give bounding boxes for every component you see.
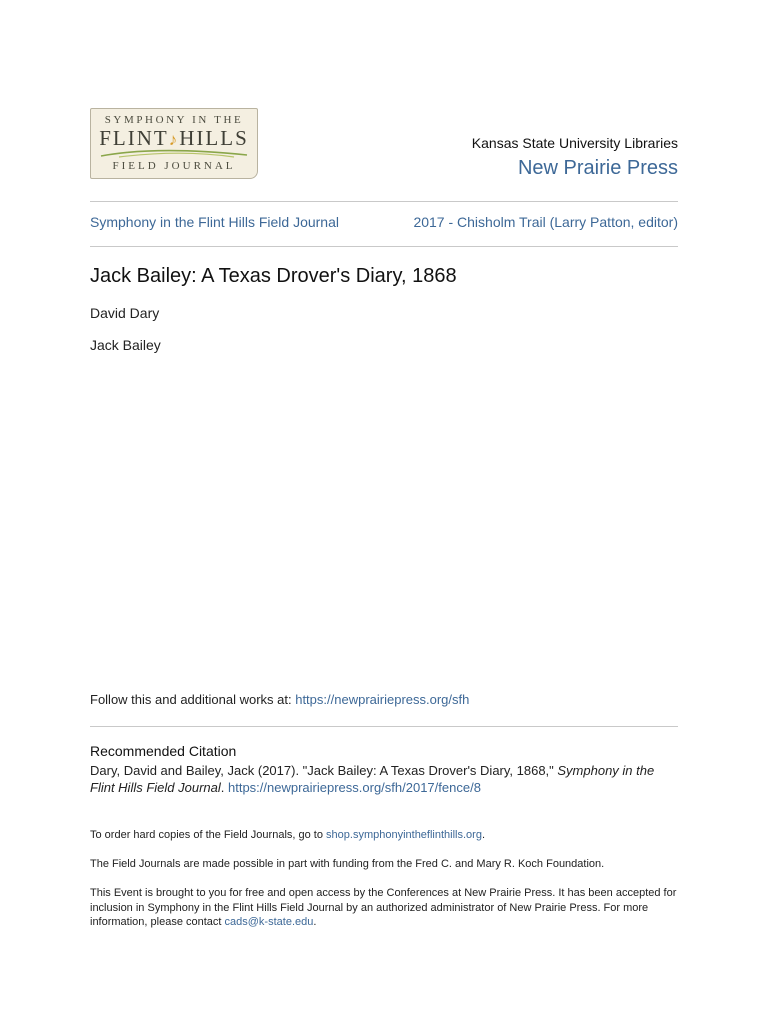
access-note: [90, 886, 678, 930]
follow-line: [90, 692, 469, 707]
order-note: [90, 828, 678, 843]
funding-note: The Field Journals are made possible in part with funding from the Fred C. and Mary R. Koch Foundation.: [90, 858, 605, 870]
follow-text: Follow this and additional works at:: [90, 692, 296, 707]
journal-logo: [90, 108, 258, 179]
press-link[interactable]: New Prairie Press: [517, 157, 678, 179]
logo-line-3: FIELD JOURNAL: [112, 160, 236, 172]
author-name: David Dary: [90, 305, 160, 321]
access-text: This Event is brought to you for free and open access by the Conferences at New Prairie Press. It has been accepted for inclusion in Symphony in the Flint Hills Field Journal by an authorized administrator of New Prairie Press. For more information, please contact: [90, 887, 677, 928]
citation-journal: Symphony in the Flint Hills Field Journal: [90, 763, 655, 795]
journal-link[interactable]: Symphony in the Flint Hills Field Journal: [90, 214, 339, 230]
citation-sep: .: [220, 780, 228, 795]
contact-email-link[interactable]: cads@k-state.edu: [224, 916, 314, 928]
author-name: Jack Bailey: [90, 337, 161, 353]
citation-body: Dary, David and Bailey, Jack (2017). "Jack Bailey: A Texas Drover's Diary, 1868,": [90, 763, 558, 778]
citation-heading: Recommended Citation: [90, 743, 237, 759]
divider: [90, 246, 678, 247]
music-note-icon: ♪: [168, 130, 180, 149]
citation-text: [90, 762, 678, 796]
order-text: To order hard copies of the Field Journals, go to: [90, 829, 327, 841]
collection-link[interactable]: https://newprairiepress.org/sfh: [295, 692, 470, 707]
library-name: Kansas State University Libraries: [471, 135, 678, 151]
grass-swoosh-icon: [99, 147, 249, 159]
logo-word-flint: FLINT: [99, 126, 169, 150]
logo-word-hills: HILLS: [179, 126, 249, 150]
shop-link[interactable]: shop.symphonyintheflinthills.org: [326, 829, 482, 841]
divider: [90, 201, 678, 202]
divider: [90, 726, 678, 727]
order-end: .: [481, 829, 486, 841]
issue-link[interactable]: 2017 - Chisholm Trail (Larry Patton, editor): [413, 214, 678, 230]
access-end: .: [313, 916, 317, 928]
cover-page: [90, 0, 678, 1024]
article-title: Jack Bailey: A Texas Drover's Diary, 1868: [90, 265, 457, 287]
logo-line-1: SYMPHONY IN THE: [104, 114, 244, 126]
citation-link[interactable]: https://newprairiepress.org/sfh/2017/fence/8: [228, 780, 481, 795]
